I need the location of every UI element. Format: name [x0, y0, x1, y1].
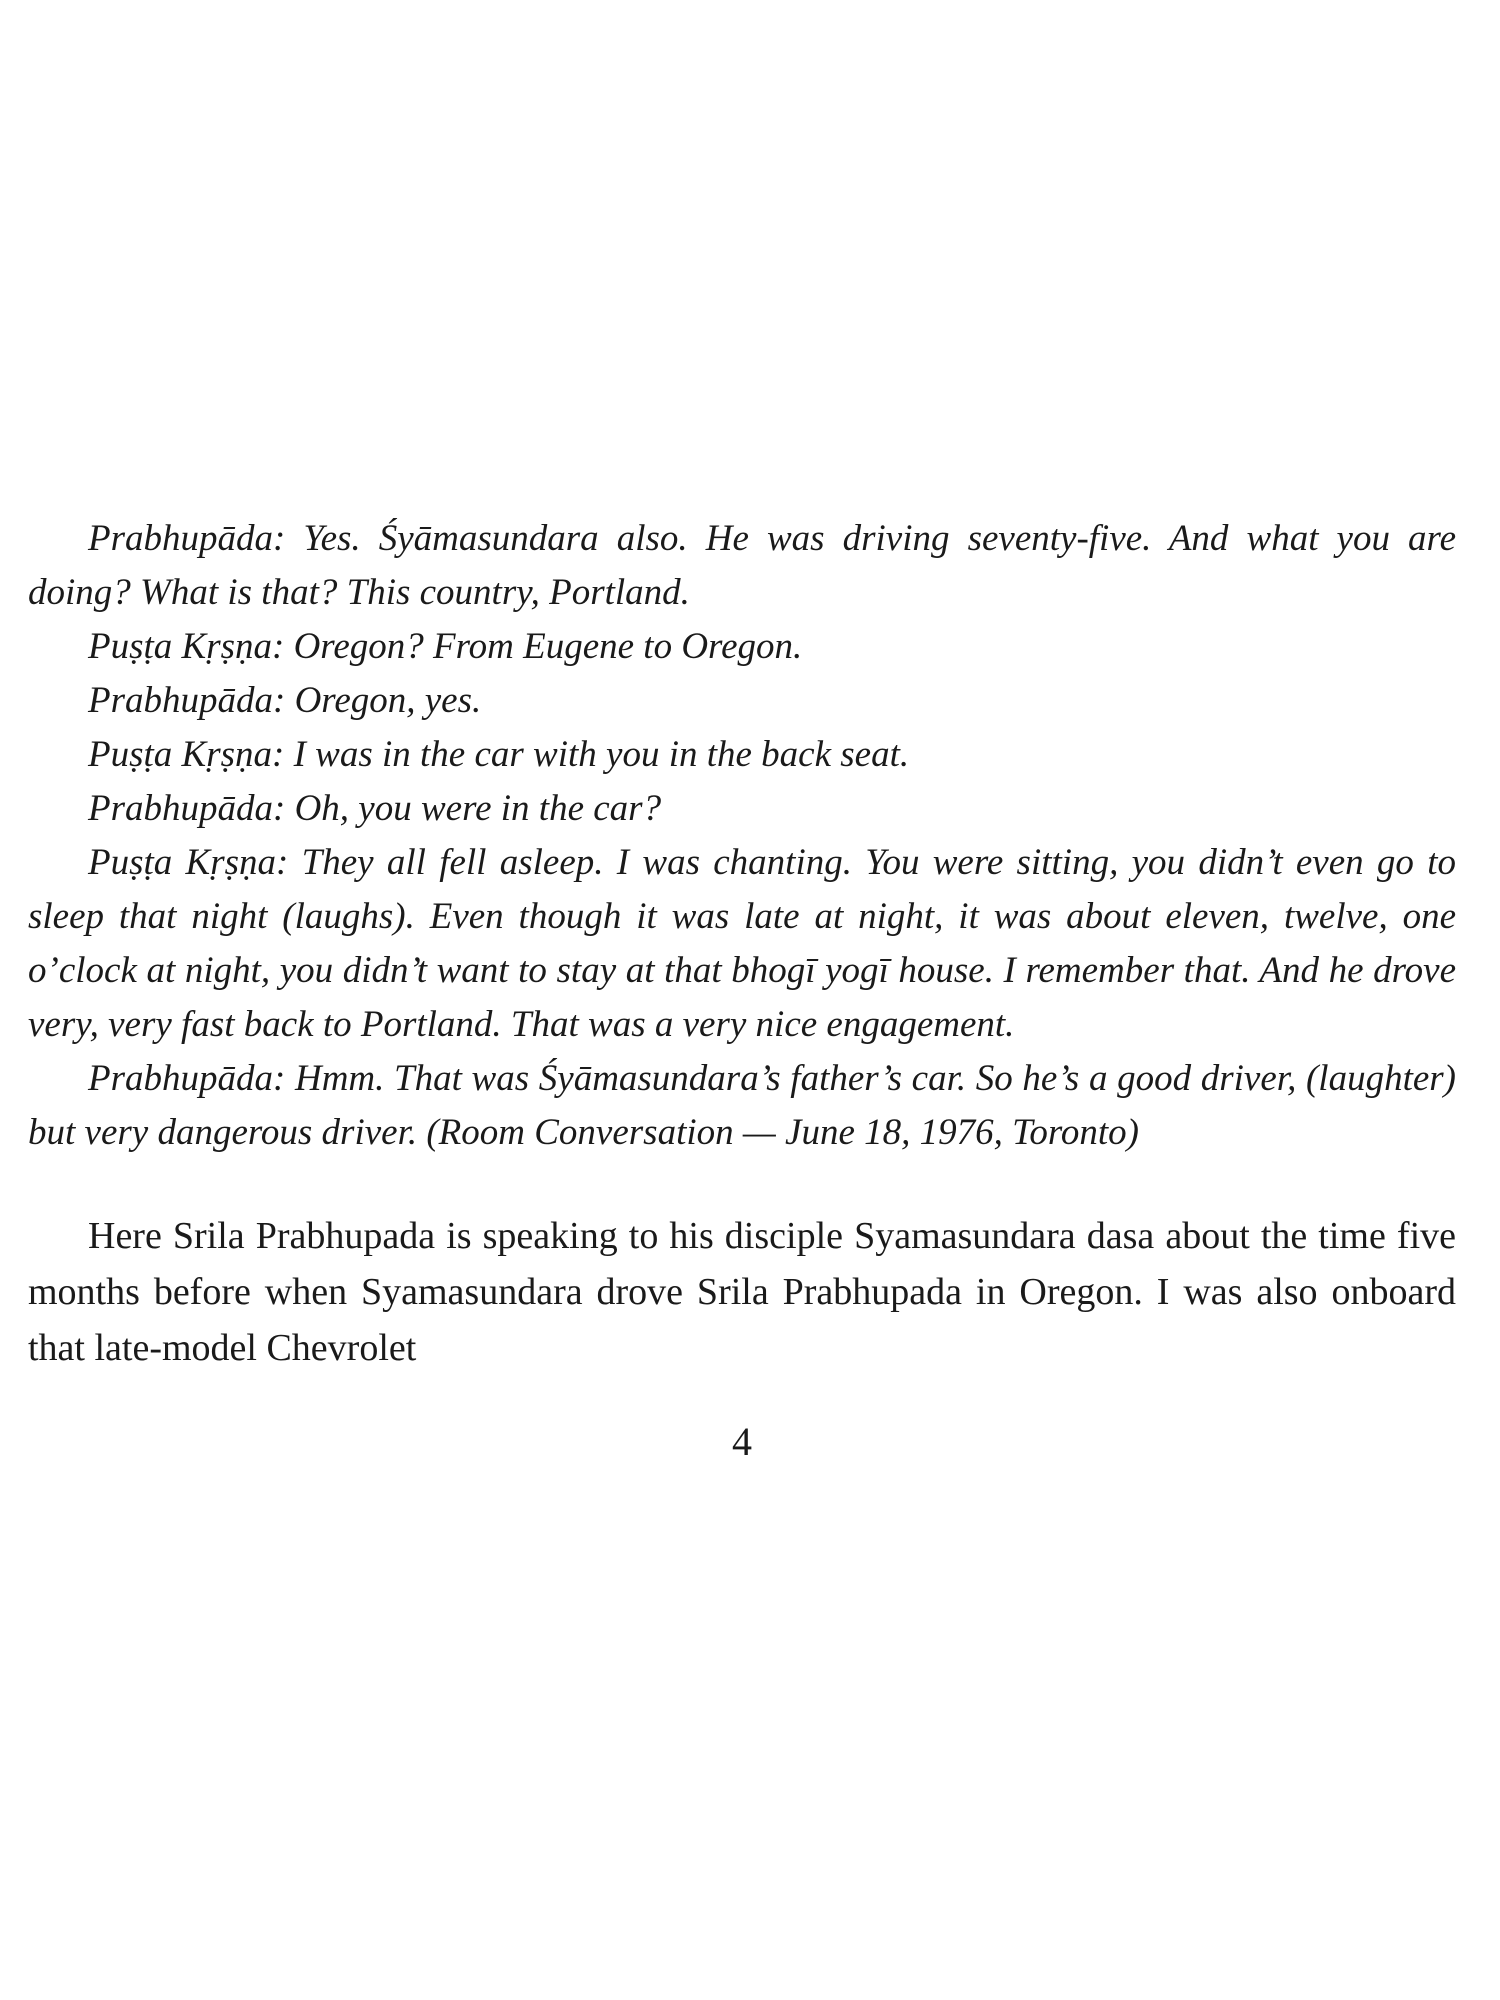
dialogue-paragraph: Puṣṭa Kṛṣṇa: Oregon? From Eugene to Oregon. — [88, 626, 803, 667]
page-content — [28, 512, 1456, 1470]
dialogue-paragraph: Prabhupāda: Hmm. That was Śyāmasundara’s father’s car. So he’s a good driver, (laughter) but very dangerous driver. (Room Conversation — June 18, 1976, Toronto) — [28, 1058, 1456, 1153]
conversation-transcript — [28, 512, 1456, 1160]
dialogue-paragraph: Prabhupāda: Oh, you were in the car? — [88, 788, 662, 829]
narrative-paragraph: Here Srila Prabhupada is speaking to his disciple Syamasundara dasa about the time five months before when Syamasundara drove Srila Prabhupada in Oregon. I was also onboard that late-model Chevrolet — [28, 1215, 1456, 1369]
dialogue-paragraph: Prabhupāda: Oregon, yes. — [88, 680, 482, 721]
dialogue-paragraph: Puṣṭa Kṛṣṇa: I was in the car with you in the back seat. — [88, 734, 910, 775]
dialogue-paragraph: Prabhupāda: Yes. Śyāmasundara also. He was driving seventy-five. And what you are doing? What is that? This country, Portland. — [28, 518, 1456, 613]
page-number: 4 — [732, 1419, 752, 1464]
dialogue-paragraph: Puṣṭa Kṛṣṇa: They all fell asleep. I was chanting. You were sitting, you didn’t even go to sleep that night (laughs). Even though it was late at night, it was about eleven, twelve, one o’clock at night, you didn’t want to stay at that bhogī yogī house. I remember that. And he drove very, very fast back to Portland. That was a very nice engagement. — [28, 842, 1456, 1045]
